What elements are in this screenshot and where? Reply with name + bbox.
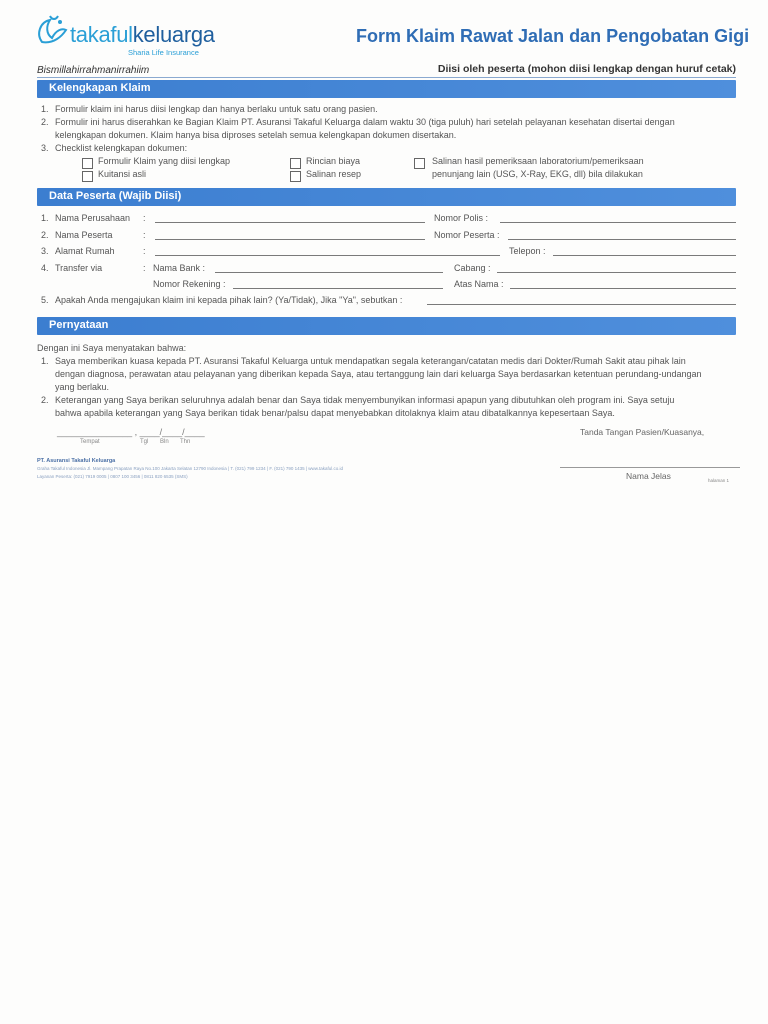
footer-service: Layanan Peserta: (021) 7919 0005 | 0807 100 3456 | 0811 820 6535 (SMS) — [37, 474, 188, 479]
section-title: Pernyataan — [49, 319, 109, 331]
checkbox-lab[interactable] — [414, 156, 425, 174]
place-date-field[interactable]: _______________ , ____/____/____ — [57, 427, 205, 437]
checkbox-label: Rincian biaya — [306, 156, 361, 166]
input-cabang[interactable] — [497, 272, 736, 273]
label-nama-perusahaan: Nama Perusahaan — [55, 213, 131, 223]
signature-line[interactable] — [560, 467, 740, 468]
logo-wordmark: takafulkeluarga — [70, 22, 215, 47]
list-item: 1. — [41, 104, 49, 114]
label-tanda-tangan: Tanda Tangan Pasien/Kuasanya, — [580, 427, 705, 437]
label-atas-nama: Atas Nama : — [454, 279, 504, 289]
list-item-text: Checklist kelengkapan dokumen: — [55, 143, 188, 153]
bismillah: Bismillahirrahmanirrahiim — [37, 65, 150, 76]
fill-instruction: Diisi oleh peserta (mohon diisi lengkap dengan huruf cetak) — [437, 63, 736, 75]
label-tempat: Tempat — [80, 439, 100, 445]
footer-address: Graha Takaful Indonesia Jl. Mampang Prapatan Raya No.100 Jakarta Selatan 12790 Indonesia | T. (021) 799 1234 | F. (021) 790 1435 | www.takaful.co.id — [37, 466, 344, 471]
input-atas-nama[interactable] — [510, 288, 736, 289]
checkbox-kuitansi[interactable] — [82, 169, 93, 187]
label-alamat: Alamat Rumah — [55, 246, 115, 256]
row-number: 1. — [41, 356, 49, 366]
colon: : — [143, 213, 146, 223]
section-peserta-header — [37, 188, 736, 206]
label-transfer: Transfer via — [55, 263, 103, 273]
checkbox-icon[interactable] — [82, 158, 93, 169]
header-rule — [37, 77, 736, 78]
pernyataan-text: yang berlaku. — [55, 382, 110, 392]
section-title: Kelengkapan Klaim — [49, 82, 151, 94]
pernyataan-intro: Dengan ini Saya menyatakan bahwa: — [37, 343, 187, 353]
checkbox-icon[interactable] — [82, 171, 93, 182]
pernyataan-text: bahwa apabila keterangan yang Saya berikan tidak benar/palsu dapat menyebabkan ditolaknya klaim atau dibatalkannya kepesertaan Saya. — [55, 408, 615, 418]
label-nomor-rekening: Nomor Rekening : — [153, 279, 226, 289]
label-bln: Bln — [160, 439, 169, 445]
page-number: halaman 1 — [708, 478, 730, 483]
input-alamat[interactable] — [155, 255, 500, 256]
label-nomor-peserta: Nomor Peserta : — [434, 230, 500, 240]
input-nama-perusahaan[interactable] — [155, 222, 425, 223]
row-number: 4. — [41, 263, 49, 273]
input-telepon[interactable] — [553, 255, 736, 256]
logo-mark-icon — [34, 12, 70, 48]
label-klaim-lain: Apakah Anda mengajukan klaim ini kepada pihak lain? (Ya/Tidak), Jika "Ya", sebutkan : — [55, 295, 403, 305]
input-nomor-peserta[interactable] — [508, 239, 736, 240]
input-nama-bank[interactable] — [215, 272, 443, 273]
colon: : — [143, 230, 146, 240]
list-item-text: kelengkapan dokumen. Klaim hanya bisa diproses setelah semua kelengkapan dokumen disertakan. — [55, 130, 457, 140]
colon: : — [143, 246, 146, 256]
logo-tagline: Sharia Life Insurance — [128, 48, 199, 57]
list-item: 3. — [41, 143, 49, 153]
checkbox-label: Salinan resep — [306, 169, 362, 179]
label-nama-peserta: Nama Peserta — [55, 230, 113, 240]
section-kelengkapan-header — [37, 80, 736, 98]
input-klaim-lain[interactable] — [427, 304, 736, 305]
label-cabang: Cabang : — [454, 263, 491, 273]
list-item: 2. — [41, 117, 49, 127]
row-number: 5. — [41, 295, 49, 305]
checkbox-label: Kuitansi asli — [98, 169, 147, 179]
label-thn: Thn — [180, 439, 191, 445]
label-nama-bank: Nama Bank : — [153, 263, 206, 273]
label-nama-jelas: Nama Jelas — [626, 471, 671, 481]
list-item-text: Formulir klaim ini harus diisi lengkap dan hanya berlaku untuk satu orang pasien. — [55, 104, 378, 114]
section-pernyataan-header — [37, 317, 736, 335]
colon: : — [143, 263, 146, 273]
checkbox-icon[interactable] — [290, 171, 301, 182]
pernyataan-text: Keterangan yang Saya berikan seluruhnya adalah benar dan Saya tidak menyembunyikan informasi apapun yang dibutuhkan oleh program ini. Saya setuju — [55, 395, 675, 405]
footer-company: PT. Asuransi Takaful Keluarga — [37, 458, 116, 464]
label-tgl: Tgl — [140, 439, 149, 445]
list-item-text: Formulir ini harus diserahkan ke Bagian Klaim PT. Asuransi Takaful Keluarga dalam waktu 30 (tiga puluh) hari setelah pelayanan kesehatan disertai dengan — [55, 117, 675, 127]
label-telepon: Telepon : — [509, 246, 546, 256]
row-number: 1. — [41, 213, 49, 223]
input-nama-peserta[interactable] — [155, 239, 425, 240]
input-nomor-polis[interactable] — [500, 222, 736, 223]
input-nomor-rekening[interactable] — [233, 288, 443, 289]
checkbox-resep[interactable] — [290, 169, 301, 187]
row-number: 2. — [41, 395, 49, 405]
pernyataan-text: Saya memberikan kuasa kepada PT. Asuransi Takaful Keluarga untuk mendapatkan segala keterangan/catatan medis dari Dokter/Rumah Sakit atau pihak lain — [55, 356, 686, 366]
checkbox-label: penunjang lain (USG, X-Ray, EKG, dll) bila dilakukan — [432, 169, 643, 179]
checkbox-icon[interactable] — [414, 158, 425, 169]
page-title: Form Klaim Rawat Jalan dan Pengobatan Gigi — [356, 26, 750, 46]
checkbox-icon[interactable] — [290, 158, 301, 169]
checkbox-label: Salinan hasil pemeriksaan laboratorium/pemeriksaan — [432, 156, 644, 166]
row-number: 2. — [41, 230, 49, 240]
label-nomor-polis: Nomor Polis : — [434, 213, 489, 223]
checkbox-label: Formulir Klaim yang diisi lengkap — [98, 156, 231, 166]
section-title: Data Peserta (Wajib Diisi) — [49, 190, 182, 202]
pernyataan-text: dengan diagnosa, perawatan atau pelayanan yang diberikan kepada Saya, atau tertanggung lain dari keluarga Saya berdasarkan ketentuan perundang-undangan — [55, 369, 702, 379]
row-number: 3. — [41, 246, 49, 256]
